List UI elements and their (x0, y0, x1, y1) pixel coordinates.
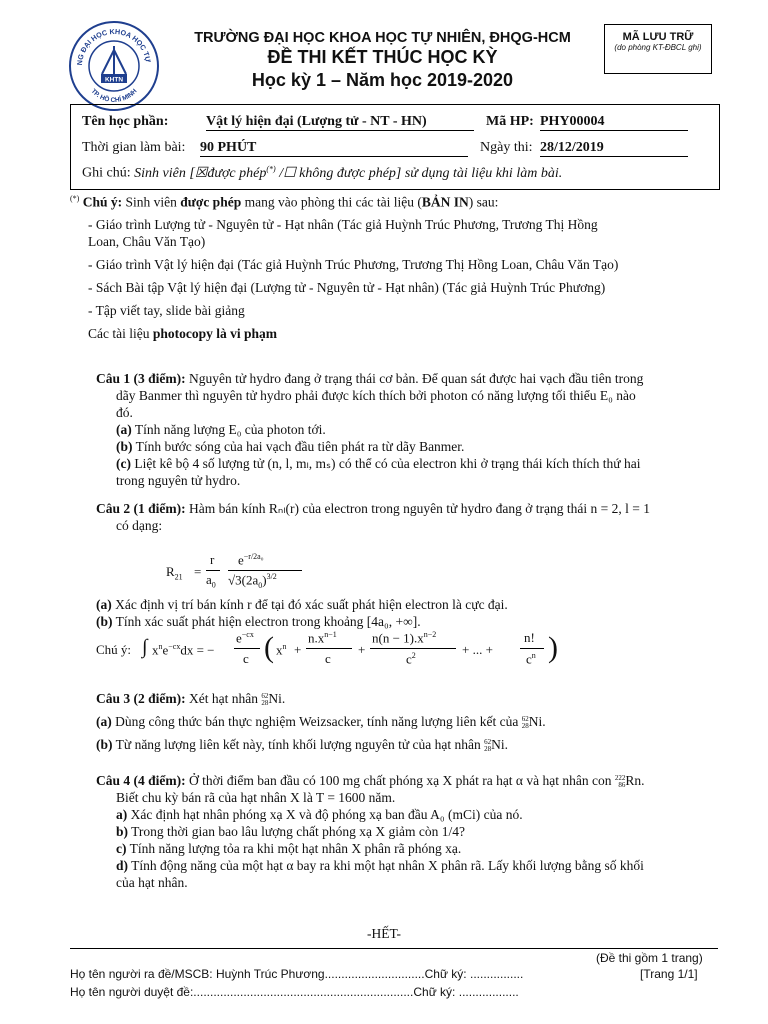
date-value: 28/12/2019 (540, 140, 688, 157)
code-value: PHY00004 (540, 114, 688, 131)
integral-hint-formula: Chú ý: ∫ $x^ne^{-cx}dx$ = − $e^{-cx}$ c ( $x^n$ + $n.x^{n-1}$ c + $n(n - 1).x^{n-2}$ $c^2$ + ... + n! $c^n$ ) (96, 630, 558, 667)
question-1: Câu 1 (3 điểm): Nguyên tử hydro đang ở trạng thái cơ bản. Để quan sát được hai vạch đầu tiên trong dãy Banmer thì nguyên tử hydro phải được kích thích bởi photon có năng lượng tối thiểu E₀ nào đó. (a) Tính năng lượng E₀ của photon tới. (b) Tính bước sóng của hai vạch đầu tiên phát ra từ dãy Banmer. (c) Liệt kê bộ 4 số lượng tử (n, l, mₗ, mₛ) có thể có của electron khi ở trạng thái kích thích thứ hai trong nguyên tử hydro. (96, 371, 644, 488)
question-3: Câu 3 (2 điểm): Xét hạt nhân 62 28Ni. (a) Dùng công thức bán thực nghiệm Weizsacker, tính năng lượng liên kết của 62 28Ni. (b) Từ năng lượng liên kết này, tính khối lượng nguyên tử của hạt nhân 62 28Ni. (96, 691, 546, 753)
author-line: Họ tên người ra đề/MSCB: Huỳnh Trúc Phương..............................Chữ ký: ................ (70, 967, 524, 981)
svg-text:TRƯỜNG ĐẠI HỌC KHOA HỌC TỰ NHI: NG ĐẠI HỌC KHOA HỌC TỰ (74, 26, 153, 66)
university-logo (68, 20, 160, 112)
semester-line: Học kỳ 1 – Năm học 2019-2020 (251, 70, 514, 90)
checked-box-icon: ☒ (194, 165, 208, 181)
material-item: Loan, Châu Văn Tạo) (88, 233, 206, 249)
question-2-parts: (a) Xác định vị trí bán kính r để tại đó xác suất phát hiện electron là cực đại. (b) Tính xác suất phát hiện electron trong khoảng [4a₀, +∞]. (96, 597, 508, 629)
time-label: Thời gian làm bài: (82, 140, 186, 155)
page-count-note: (Đề thi gồm 1 trang) (596, 951, 703, 965)
reviewer-line: Họ tên người duyệt đề:..................................................................Chữ ký: .................. (70, 985, 519, 999)
material-item: - Giáo trình Lượng tử - Nguyên tử - Hạt nhân (Tác giả Huỳnh Trúc Phương, Trương Thị Hồng (88, 216, 598, 232)
code-label: Mã HP: (486, 114, 534, 129)
note-label: Ghi chú: (82, 165, 131, 181)
university-name: TRƯỜNG ĐẠI HỌC KHOA HỌC TỰ NHIÊN, ĐHQG-HCM (194, 30, 571, 46)
allowed-materials-note: (*) Chú ý: Sinh viên được phép mang vào phòng thi các tài liệu (BẢN IN) sau: - Giáo trình Lượng tử - Nguyên tử - Hạt nhân (Tác giả Huỳnh Trúc Phương, Trương Thị Hồng Loan, Châu Văn Tạo) - Giáo trình Vật lý hiện đại (Tác giả Huỳnh Trúc Phương, Trương Thị Hồng Loan, Châu Văn Tạo) - Sách Bài tập Vật lý hiện đại (Lượng tử - Nguyên tử - Hạt nhân) (Tác giả Huỳnh Trúc Phương) - Tập viết tay, slide bài giảng Các tài liệu photocopy là vi phạm (70, 190, 720, 342)
page-number: [Trang 1/1] (640, 967, 698, 981)
end-marker: -HẾT- (367, 926, 401, 941)
time-value: 90 PHÚT (200, 140, 468, 157)
archive-label: MÃ LƯU TRỮ (622, 31, 694, 43)
material-item: - Tập viết tay, slide bài giảng (88, 302, 245, 318)
unchecked-box-icon: ☐ (283, 165, 296, 181)
course-label: Tên học phần: (82, 114, 169, 129)
material-item: - Giáo trình Vật lý hiện đại (Tác giả Huỳnh Trúc Phương, Trương Thị Hồng Loan, Châu Văn Tạo) (88, 256, 619, 272)
photocopy-warning: Các tài liệu photocopy là vi phạm (88, 325, 278, 341)
archive-note: (do phòng KT-ĐBCL ghi) (614, 43, 702, 52)
radial-function-formula: $R_{21}$ = r $a_0$ $e^{-r/2a_0}$ $√3(2a_0)^{3/2}$ (166, 552, 326, 596)
footer-rule (70, 948, 718, 949)
question-4: Câu 4 (4 điểm): Ở thời điểm ban đầu có 100 mg chất phóng xạ X phát ra hạt α và hạt nhân con 222 86Rn. Biết chu kỳ bán rã của hạt nhân X là T = 1600 năm. a) Xác định hạt nhân phóng xạ X và độ phóng xạ ban đầu A₀ (mCi) của nó. b) Trong thời gian bao lâu lượng chất phóng xạ X giảm còn 1/4? c) Tính năng lượng tỏa ra khi một hạt nhân X phân rã phóng xạ. d) Tính động năng của một hạt α bay ra khi một hạt nhân X phân rã. Lấy khối lượng bằng số khối của hạt nhân. (96, 773, 645, 890)
exam-title: ĐỀ THI KẾT THÚC HỌC KỲ (267, 47, 498, 67)
course-value: Vật lý hiện đại (Lượng tử - NT - HN) (206, 114, 474, 131)
date-label: Ngày thi: (480, 140, 533, 155)
svg-text:KHTN: KHTN (104, 76, 124, 84)
svg-text:TP. HỒ CHÍ MINH: TP. HỒ CHÍ MINH (89, 87, 139, 105)
usage-note: Ghi chú: Sinh viên [☒được phép(*) /☐ không được phép] sử dụng tài liệu khi làm bài. (82, 164, 563, 181)
archive-code-box (604, 24, 712, 74)
material-item: - Sách Bài tập Vật lý hiện đại (Lượng tử - Nguyên tử - Hạt nhân) (Tác giả Huỳnh Trúc Phương) (88, 279, 606, 295)
question-2: Câu 2 (1 điểm): Hàm bán kính Rₙₗ(r) của electron trong nguyên tử hydro đang ở trạng thái n = 2, l = 1 có dạng: (96, 501, 650, 533)
